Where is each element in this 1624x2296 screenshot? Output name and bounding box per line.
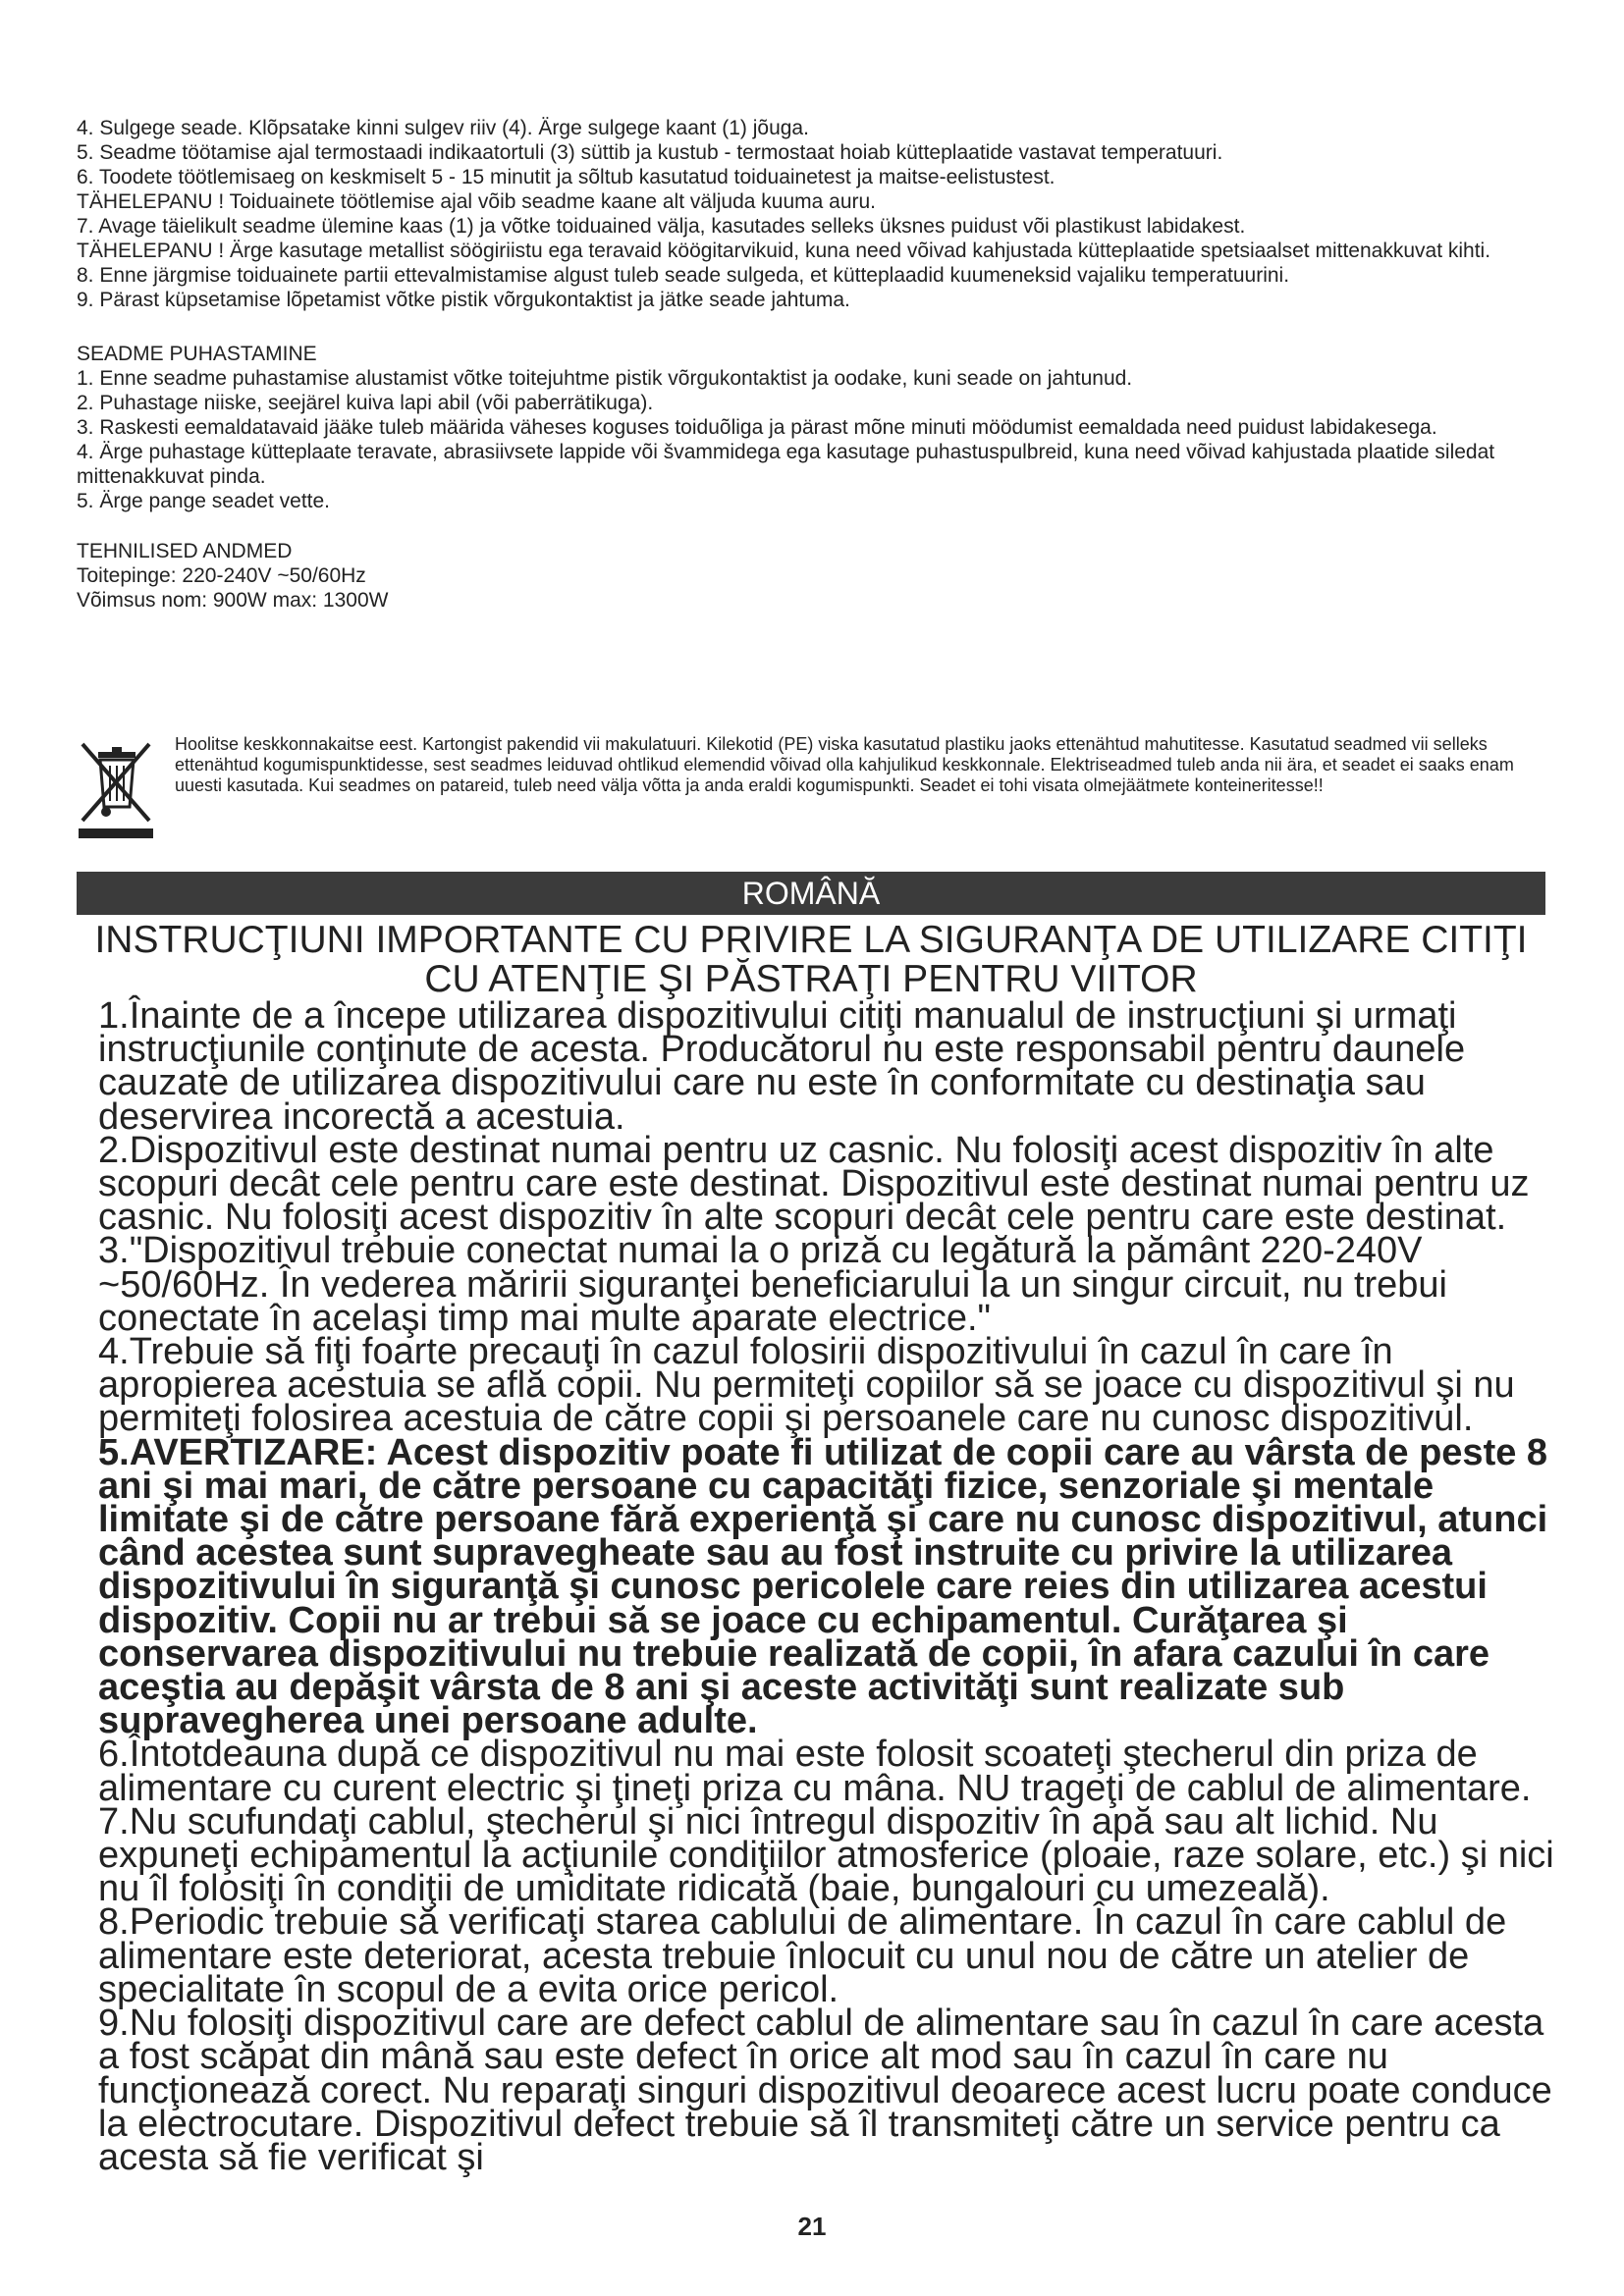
est-line: 9. Pärast küpsetamise lõpetamist võtke pistik võrgukontaktist ja jätke seade jahtuma. — [77, 289, 850, 311]
ro-item: 6.Întotdeauna după ce dispozitivul nu mai este folosit scoateţi ştecherul din priza de alimentare cu curent electric şi ţineţi priza cu mâna. NU trageţi de cablul de alimentare. — [98, 1734, 1532, 1809]
cleaning-item: 5. Ärge pange seadet vette. — [77, 490, 331, 512]
est-line: 5. Seadme töötamise ajal termostaadi indikaatortuli (3) süttib ja kustub - termostaat hoiab kütteplaatide vastavat temperatuuri. — [77, 141, 1223, 164]
est-line: 4. Sulgege seade. Klõpsatake kinni sulgev riiv (4). Ärge sulgege kaant (1) jõuga. — [77, 117, 809, 139]
weee-text: Hoolitse keskkonnakaitse eest. Kartongist pakendid vii makulatuuri. Kilekotid (PE) viska kasutatud plastiku jaoks ettenähtud mahutitesse. Kasutatud seadmed vii selleks ettenähtud kogumispunktidesse, sest seadmes leiduvad ohtlikud elemendid võivad olla kahjulikud keskkonnale. Elektriseadmed tuleb anda nii ära, et seadet ei saaks enam uuesti kasutada. Kui seadmes on patareid, tuleb need välja võtta ja anda eraldi kogumispunkti. Seadet ei tohi visata olmejäätmete konteineritesse!! — [175, 734, 1514, 795]
cleaning-item: 2. Puhastage niiske, seejärel kuiva lapi abil (või paberrätikuga). — [77, 392, 654, 414]
ro-item: 2.Dispozitivul este destinat numai pentru uz casnic. Nu folosiţi acest dispozitiv în alte scopuri decât cele pentru care este destinat. Dispozitivul este destinat numai pentru uz casnic. Nu folosiţi acest dispozitiv în alte scopuri decât cele pentru care este destinat. — [98, 1129, 1530, 1239]
tech-title: TEHNILISED ANDMED — [77, 540, 293, 562]
crossed-out-wheelie-bin-icon — [77, 738, 155, 840]
est-line: 8. Enne järgmise toiduainete partii ettevalmistamise algust tuleb seade sulgeda, et kütteplaadid kuumeneksid vajaliku temperatuurini. — [77, 264, 1290, 287]
est-line: 6. Toodete töötlemisaeg on keskmiselt 5 - 15 minutit ja sõltub kasutatud toiduainetest ja maitse-eelistustest. — [77, 166, 1056, 188]
page-number: 21 — [797, 2212, 827, 2241]
ro-item: 7.Nu scufundaţi cablul, ştecherul şi nici întregul dispozitiv în apă sau alt lichid. Nu expuneţi echipamentul la acţiunile condiţiilor atmosferice (ploaie, raze solare, etc.) şi nici nu îl folosiţi în condiţii de umiditate ridicată (baie, bungalouri cu umezeală). — [98, 1800, 1554, 1910]
estonian-instructions — [77, 116, 1549, 613]
ro-item: 9.Nu folosiţi dispozitivul care are defect cablul de alimentare sau în cazul în care acesta a fost scăpat din mână sau este defect în orice alt mod sau în cazul în care nu funcţionează corect. Nu reparaţi singuri dispozitivul deoarece acest lucru poate conduce la electrocutare. Dispozitivul defect trebuie să îl transmiteţi către un service pentru ca acesta să fie verificat şi — [98, 2002, 1552, 2178]
weee-notice — [77, 734, 1549, 842]
est-line: TÄHELEPANU ! Toiduainete töötlemise ajal võib seadme kaane alt väljuda kuuma auru. — [77, 190, 877, 213]
tech-line: Toitepinge: 220-240V ~50/60Hz — [77, 564, 366, 587]
cleaning-item: 3. Raskesti eemaldatavaid jääke tuleb määrida väheses koguses toiduõliga ja pärast mõne minuti möödumist eemaldada need puidust labidakesega. — [77, 416, 1437, 439]
romanian-safety-title: INSTRUCŢIUNI IMPORTANTE CU PRIVIRE LA SIGURANŢA DE UTILIZARE CITIŢI CU ATENŢIE ŞI PĂSTRAŢI PENTRU VIITOR — [94, 919, 1528, 1000]
ro-item: 4.Trebuie să fiţi foarte precauţi în cazul folosirii dispozitivului în cazul în care în apropierea acestuia se află copii. Nu permiteţi copiilor să se joace cu dispozitivul şi nu permiteţi folosirea acestuia de către copii şi persoanele care nu cunosc dispozitivul. — [98, 1331, 1515, 1440]
cleaning-item: 4. Ärge puhastage kütteplaate teravate, abrasiivsete lappide või švammidega ega kasutage puhastuspulbreid, kuna need võivad kahjustada plaatide siledat mittenakkuvat pinda. — [77, 441, 1495, 488]
romanian-instructions — [98, 995, 1561, 2178]
tech-line: Võimsus nom: 900W max: 1300W — [77, 589, 389, 612]
ro-item: 3."Dispozitivul trebuie conectat numai la o priză cu legătură la pământ 220-240V ~50/60Hz. În vederea măririi siguranţei beneficiarului la un singur circuit, nu trebui conectate în acelaşi timp mai multe aparate electrice." — [98, 1230, 1447, 1339]
ro-item: 1.Înainte de a începe utilizarea dispozitivului citiţi manualul de instrucţiuni şi urmaţi instrucţiunile conţinute de acesta. Producătorul nu este responsabil pentru daunele cauzate de utilizarea dispozitivului care nu este în conformitate cu destinaţia sau deservirea incorectă a acestuia. — [98, 995, 1466, 1138]
cleaning-item: 1. Enne seadme puhastamise alustamist võtke toitejuhtme pistik võrgukontaktist ja oodake, kuni seade on jahtunud. — [77, 367, 1133, 390]
ro-warning-item: 5.AVERTIZARE: Acest dispozitiv poate fi utilizat de copii care au vârsta de peste 8 ani şi mai mari, de către persoane cu capacităţi fizice, senzoriale şi mentale limitate şi de către persoane fără experienţă şi care nu cunosc dispozitivul, atunci când acestea sunt supravegheate sau au fost instruite cu privire la utilizarea dispozitivului în siguranţă şi cunosc pericolele care reies din utilizarea acestui dispozitiv. Copii nu ar trebui să se joace cu echipamentul. Curăţarea şi conservarea dispozitivului nu trebuie realizată de copii, în afara cazului în care aceştia au depăşit vârsta de 8 ani şi aceste activităţi sunt realizate sub supravegherea unei persoane adulte. — [98, 1431, 1548, 1742]
est-line: 7. Avage täielikult seadme ülemine kaas (1) ja võtke toiduained välja, kasutades selleks üksnes puidust või plastikust labidakest. — [77, 215, 1246, 238]
language-header-bar: ROMÂNĂ — [77, 872, 1545, 915]
cleaning-title: SEADME PUHASTAMINE — [77, 343, 317, 365]
est-line: TÄHELEPANU ! Ärge kasutage metallist söögiriistu ega teravaid köögitarvikuid, kuna need võivad kahjustada kütteplaatide spetsiaalset mittenakkuvat kihti. — [77, 240, 1491, 262]
ro-item: 8.Periodic trebuie să verificaţi starea cablului de alimentare. În cazul în care cablul de alimentare este deteriorat, acesta trebuie înlocuit cu unul nou de către un atelier de specialitate în scopul de a evita orice pericol. — [98, 1901, 1507, 2010]
